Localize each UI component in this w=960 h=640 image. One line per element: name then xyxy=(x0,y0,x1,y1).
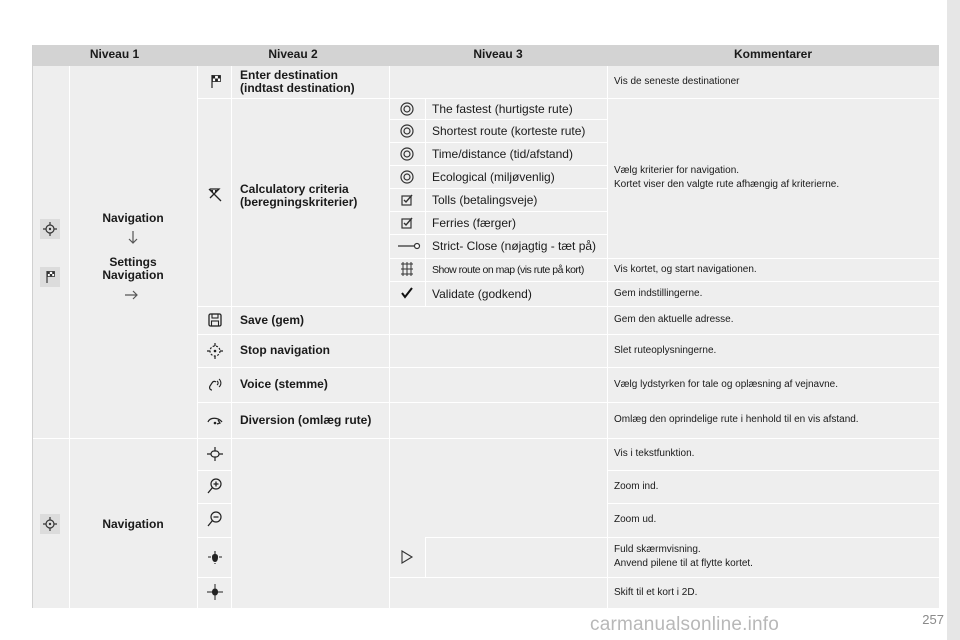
checkbox-icon xyxy=(398,191,416,209)
calculatory-criteria-label: Calculatory criteria (beregningskriterier) xyxy=(240,182,358,209)
diversion-icon xyxy=(206,411,224,429)
navigation-crosshair-icon xyxy=(40,219,60,239)
arrow-down-icon xyxy=(124,229,142,247)
options-comment: Vælg kriterier for navigation. Kortet viser den valgte rute afhængig af kriterierne. xyxy=(614,165,840,190)
radio-icon xyxy=(398,122,416,140)
page-number: 257 xyxy=(922,612,944,627)
show-route-comment: Vis kortet, og start navigationen. xyxy=(614,263,757,275)
level1-settings-navigation-label: Settings Navigation xyxy=(102,256,164,282)
fullscreen-hand-icon xyxy=(206,548,224,566)
option-time-distance: Time/distance (tid/afstand) xyxy=(432,146,573,161)
move-map-icon xyxy=(206,445,224,463)
diversion-comment: Omlæg den oprindelige rute i henhold til en vis afstand. xyxy=(614,414,859,425)
option-strict-close: Strict- Close (nøjagtig - tæt på) xyxy=(432,239,597,253)
fullscreen-comment: Fuld skærmvisning. Anvend pilene til at flytte kortet. xyxy=(614,544,753,569)
flag-icon xyxy=(206,72,224,90)
validate-label: Validate (godkend) xyxy=(432,286,532,301)
radio-icon xyxy=(398,168,416,186)
option-fastest: The fastest (hurtigste rute) xyxy=(432,101,573,116)
option-tolls: Tolls (betalingsveje) xyxy=(432,192,538,207)
check-icon xyxy=(398,284,416,302)
header-niveau-2: Niveau 2 xyxy=(197,45,389,66)
level1-navigation-label: Navigation xyxy=(102,212,164,225)
triangle-icon xyxy=(398,548,416,566)
header-niveau-1: Niveau 1 xyxy=(32,45,197,66)
show-route-label: Show route on map (vis rute på kort) xyxy=(432,263,584,276)
option-ferries: Ferries (færger) xyxy=(432,215,517,230)
arrow-right-icon xyxy=(123,286,141,304)
checkbox-icon xyxy=(398,214,416,232)
watermark: carmanualsonline.info xyxy=(590,614,780,635)
voice-comment: Vælg lydstyrken for tale og oplæsning af vejnavne. xyxy=(614,378,839,390)
map-2d-icon xyxy=(206,583,224,601)
flag-icon xyxy=(40,267,60,287)
map-grid-icon xyxy=(398,260,416,278)
zoom-in-comment: Zoom ind. xyxy=(614,480,659,492)
save-label: Save (gem) xyxy=(240,312,305,327)
option-shortest: Shortest route (korteste rute) xyxy=(432,123,586,138)
zoom-out-comment: Zoom ud. xyxy=(614,514,657,525)
radio-icon xyxy=(398,145,416,163)
save-disk-icon xyxy=(206,311,224,329)
zoom-in-icon xyxy=(206,477,224,495)
save-comment: Gem den aktuelle adresse. xyxy=(614,314,734,325)
slider-icon xyxy=(396,237,422,255)
enter-destination-comment: Vis de seneste destinationer xyxy=(614,76,740,87)
stop-navigation-comment: Slet ruteoplysningerne. xyxy=(614,344,717,356)
radio-icon xyxy=(398,100,416,118)
header-niveau-3: Niveau 3 xyxy=(389,45,607,66)
option-ecological: Ecological (miljøvenlig) xyxy=(432,169,555,184)
zoom-out-icon xyxy=(206,510,224,528)
header-kommentarer: Kommentarer xyxy=(607,45,939,66)
checkered-flag-icon xyxy=(206,186,224,204)
crosshair-icon xyxy=(206,342,224,360)
text-mode-comment: Vis i tekstfunktion. xyxy=(614,448,695,459)
diversion-label: Diversion (omlæg rute) xyxy=(240,412,372,427)
navigation-crosshair-icon xyxy=(40,514,60,534)
validate-comment: Gem indstillingerne. xyxy=(614,287,703,299)
enter-destination-label: Enter destination (indtast destination) xyxy=(240,68,355,95)
map-2d-comment: Skift til et kort i 2D. xyxy=(614,586,698,598)
voice-icon xyxy=(206,376,224,394)
page-side-tab xyxy=(947,0,960,640)
stop-navigation-label: Stop navigation xyxy=(240,343,330,357)
voice-label: Voice (stemme) xyxy=(240,377,328,391)
level1-navigation-label-2: Navigation xyxy=(102,518,164,531)
